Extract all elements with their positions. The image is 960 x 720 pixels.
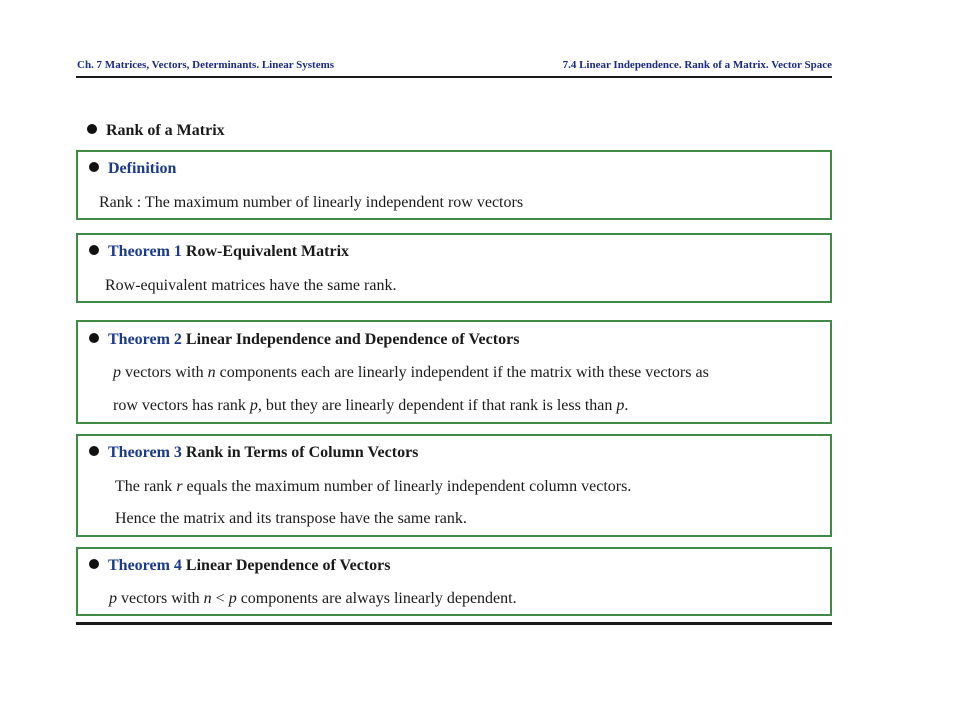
section-title: 7.4 Linear Independence. Rank of a Matrix. Vector Space xyxy=(562,59,832,71)
topic-heading xyxy=(87,122,225,140)
theorem-4-title: Theorem 4 Linear Dependence of Vectors xyxy=(89,557,391,575)
definition-box xyxy=(76,150,832,220)
definition-text: Rank : The maximum number of linearly independent row vectors xyxy=(99,194,524,211)
topic-text: Rank of a Matrix xyxy=(106,122,225,139)
theorem-3-line-2: Hence the matrix and its transpose have the same rank. xyxy=(115,510,467,527)
slide-header xyxy=(76,59,832,77)
theorem-3-title: Theorem 3 Rank in Terms of Column Vectors xyxy=(89,444,418,462)
bullet-icon xyxy=(89,245,99,255)
theorem-3-box xyxy=(76,434,832,537)
theorem-4-text: p vectors with n < p components are always linearly dependent. xyxy=(109,590,517,607)
theorem-2-title: Theorem 2 Linear Independence and Dependence of Vectors xyxy=(89,331,519,349)
bullet-icon xyxy=(89,162,99,172)
theorem-1-box xyxy=(76,233,832,303)
chapter-title: Ch. 7 Matrices, Vectors, Determinants. Linear Systems xyxy=(77,59,335,71)
definition-title: Definition xyxy=(89,160,176,178)
theorem-2-line-2: row vectors has rank p, but they are linearly dependent if that rank is less than p. xyxy=(113,397,629,414)
bottom-rule xyxy=(76,622,832,625)
theorem-1-text: Row-equivalent matrices have the same rank. xyxy=(105,277,397,294)
bullet-icon xyxy=(87,124,97,134)
header-rule xyxy=(76,76,832,78)
theorem-1-title: Theorem 1 Row-Equivalent Matrix xyxy=(89,243,349,261)
bullet-icon xyxy=(89,559,99,569)
theorem-4-box xyxy=(76,547,832,616)
theorem-3-line-1: The rank r equals the maximum number of linearly independent column vectors. xyxy=(115,478,632,495)
theorem-2-box xyxy=(76,320,832,424)
theorem-2-line-1: p vectors with n components each are linearly independent if the matrix with these vectors as xyxy=(113,364,709,381)
bullet-icon xyxy=(89,446,99,456)
bullet-icon xyxy=(89,333,99,343)
